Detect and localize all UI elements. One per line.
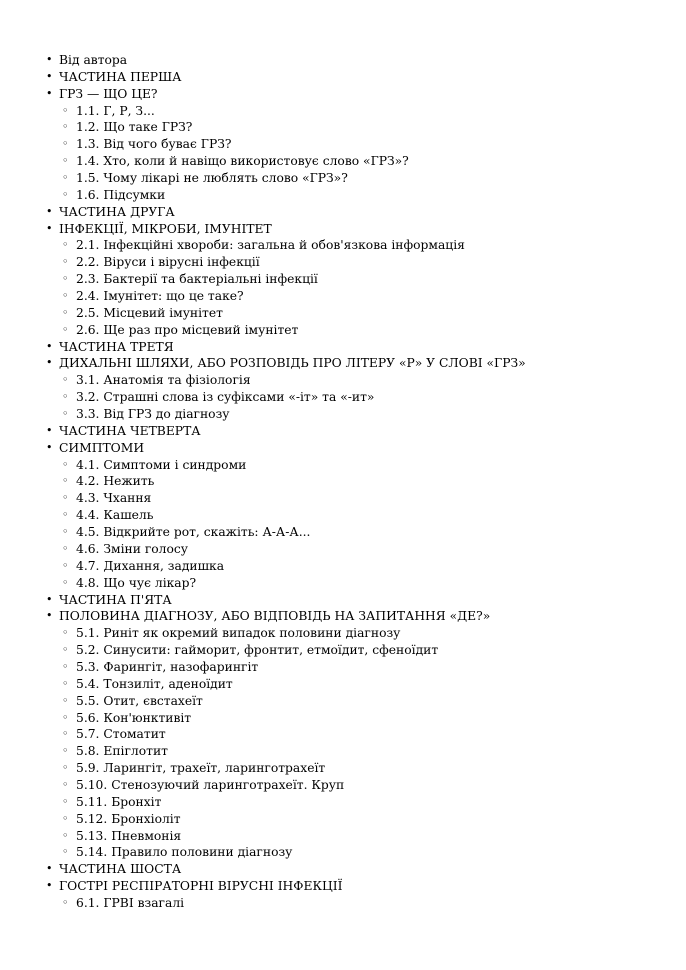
toc-link[interactable]: 5.4. Тонзиліт, аденоїдит	[76, 676, 233, 691]
toc-link[interactable]: ГРЗ — ЩО ЦЕ?	[59, 86, 158, 101]
toc-link[interactable]: 4.2. Нежить	[76, 474, 155, 489]
toc-section-item	[0, 355, 526, 372]
toc-link[interactable]: 2.5. Місцевий імунітет	[76, 305, 223, 320]
toc-link[interactable]: 5.2. Синусити: гайморит, фронтит, етмоїдит, сфеноїдит	[76, 643, 439, 658]
bullet-disc-icon: •	[46, 423, 53, 437]
toc-link[interactable]: 4.3. Чхання	[76, 491, 152, 506]
bullet-circle-icon: ◦	[62, 761, 69, 775]
toc-subsection-item	[0, 659, 526, 676]
toc-subsection-item	[0, 170, 526, 187]
toc-subsection-item	[0, 322, 526, 339]
bullet-disc-icon: •	[46, 879, 53, 893]
toc-link[interactable]: 2.3. Бактерії та бактеріальні інфекції	[76, 272, 318, 287]
bullet-circle-icon: ◦	[62, 693, 69, 707]
toc-link[interactable]: 5.14. Правило половини діагнозу	[76, 845, 293, 860]
toc-link[interactable]: 5.12. Бронхіоліт	[76, 811, 181, 826]
toc-link[interactable]: ПОЛОВИНА ДІАГНОЗУ, АБО ВІДПОВІДЬ НА ЗАПИТАННЯ «ДЕ?»	[59, 609, 491, 624]
bullet-circle-icon: ◦	[62, 187, 69, 201]
bullet-circle-icon: ◦	[62, 120, 69, 134]
toc-section-item	[0, 878, 526, 895]
bullet-circle-icon: ◦	[62, 727, 69, 741]
toc-link[interactable]: 5.6. Кон'юнктивіт	[76, 710, 192, 725]
bullet-disc-icon: •	[46, 53, 53, 66]
bullet-circle-icon: ◦	[62, 525, 69, 539]
bullet-circle-icon: ◦	[62, 289, 69, 303]
toc-section-item	[0, 204, 526, 221]
toc-link[interactable]: Від автора	[59, 53, 128, 67]
bullet-circle-icon: ◦	[62, 744, 69, 758]
toc-section-item	[0, 52, 526, 69]
bullet-circle-icon: ◦	[62, 103, 69, 117]
toc-link[interactable]: 1.1. Г, Р, З...	[76, 103, 155, 118]
toc-subsection-item	[0, 558, 526, 575]
toc-link[interactable]: 5.7. Стоматит	[76, 727, 166, 742]
toc-link[interactable]: 1.4. Хто, коли й навіщо використовує слово «ГРЗ»?	[76, 154, 409, 169]
bullet-circle-icon: ◦	[62, 390, 69, 404]
bullet-circle-icon: ◦	[62, 676, 69, 690]
toc-link[interactable]: ЧАСТИНА ПЕРША	[59, 69, 182, 84]
toc-subsection-item	[0, 524, 526, 541]
bullet-circle-icon: ◦	[62, 828, 69, 842]
toc-link[interactable]: СИМПТОМИ	[59, 440, 145, 455]
toc-link[interactable]: 4.8. Що чує лікар?	[76, 575, 197, 590]
bullet-circle-icon: ◦	[62, 777, 69, 791]
toc-subsection-item	[0, 625, 526, 642]
bullet-disc-icon: •	[46, 86, 53, 100]
toc-section-item	[0, 339, 526, 356]
toc-subsection-item	[0, 726, 526, 743]
toc-link[interactable]: 3.3. Від ГРЗ до діагнозу	[76, 407, 230, 422]
bullet-disc-icon: •	[46, 862, 53, 876]
bullet-circle-icon: ◦	[62, 643, 69, 657]
toc-subsection-item	[0, 844, 526, 861]
toc-subsection-item	[0, 541, 526, 558]
toc-subsection-item	[0, 710, 526, 727]
toc-link[interactable]: 4.6. Зміни голосу	[76, 541, 189, 556]
toc-link[interactable]: 1.6. Підсумки	[76, 187, 166, 202]
toc-subsection-item	[0, 642, 526, 659]
bullet-disc-icon: •	[46, 356, 53, 370]
toc-subsection-item	[0, 103, 526, 120]
toc-link[interactable]: 3.1. Анатомія та фізіологія	[76, 373, 251, 388]
toc-link[interactable]: ЧАСТИНА ДРУГА	[59, 204, 175, 219]
toc-link[interactable]: 2.2. Віруси і вірусні інфекції	[76, 255, 260, 270]
bullet-circle-icon: ◦	[62, 137, 69, 151]
toc-section-item	[0, 592, 526, 609]
toc-subsection-item	[0, 187, 526, 204]
toc-link[interactable]: 5.8. Епіглотит	[76, 744, 168, 759]
toc-subsection-item	[0, 153, 526, 170]
toc-subsection-item	[0, 575, 526, 592]
bullet-circle-icon: ◦	[62, 474, 69, 488]
toc-subsection-item	[0, 743, 526, 760]
toc-subsection-item	[0, 828, 526, 845]
toc-link[interactable]: 2.4. Імунітет: що це таке?	[76, 289, 244, 304]
toc-link[interactable]: 6.1. ГРВІ взагалі	[76, 895, 185, 910]
bullet-circle-icon: ◦	[62, 575, 69, 589]
toc-link[interactable]: 1.5. Чому лікарі не люблять слово «ГРЗ»?	[76, 171, 348, 186]
toc-subsection-item	[0, 254, 526, 271]
toc-subsection-item	[0, 237, 526, 254]
bullet-circle-icon: ◦	[62, 811, 69, 825]
bullet-circle-icon: ◦	[62, 154, 69, 168]
bullet-circle-icon: ◦	[62, 373, 69, 387]
bullet-circle-icon: ◦	[62, 508, 69, 522]
bullet-circle-icon: ◦	[62, 255, 69, 269]
bullet-circle-icon: ◦	[62, 541, 69, 555]
toc-subsection-item	[0, 406, 526, 423]
bullet-circle-icon: ◦	[62, 659, 69, 673]
toc-link[interactable]: 4.5. Відкрийте рот, скажіть: А-А-А...	[76, 525, 311, 540]
bullet-circle-icon: ◦	[62, 845, 69, 859]
toc-link[interactable]: 2.6. Ще раз про місцевий імунітет	[76, 322, 299, 337]
toc-subsection-item	[0, 119, 526, 136]
toc-subsection-item	[0, 507, 526, 524]
toc-subsection-item	[0, 777, 526, 794]
toc-subsection-item	[0, 895, 526, 912]
toc-link[interactable]: 4.7. Дихання, задишка	[76, 558, 225, 573]
toc-subsection-item	[0, 794, 526, 811]
toc-link[interactable]: ГОСТРІ РЕСПІРАТОРНІ ВІРУСНІ ІНФЕКЦІЇ	[59, 879, 343, 894]
bullet-circle-icon: ◦	[62, 305, 69, 319]
toc-link[interactable]: ДИХАЛЬНІ ШЛЯХИ, АБО РОЗПОВІДЬ ПРО ЛІТЕРУ «Р» У СЛОВІ «ГРЗ»	[59, 356, 526, 371]
toc-subsection-item	[0, 305, 526, 322]
bullet-circle-icon: ◦	[62, 491, 69, 505]
toc-subsection-item	[0, 676, 526, 693]
bullet-disc-icon: •	[46, 609, 53, 623]
toc-link[interactable]: 5.13. Пневмонія	[76, 828, 182, 843]
bullet-circle-icon: ◦	[62, 407, 69, 421]
toc-link[interactable]: 4.1. Симптоми і синдроми	[76, 457, 247, 472]
toc-link[interactable]: 5.3. Фарингіт, назофарингіт	[76, 659, 259, 674]
bullet-circle-icon: ◦	[62, 710, 69, 724]
toc-link[interactable]: ІНФЕКЦІЇ, МІКРОБИ, ІМУНІТЕТ	[59, 221, 272, 236]
toc-section-item	[0, 861, 526, 878]
bullet-disc-icon: •	[46, 339, 53, 353]
bullet-disc-icon: •	[46, 592, 53, 606]
toc-section-item	[0, 69, 526, 86]
toc-subsection-item	[0, 389, 526, 406]
toc-section-item	[0, 86, 526, 103]
toc-link[interactable]: ЧАСТИНА ШОСТА	[59, 862, 182, 877]
toc-subsection-item	[0, 693, 526, 710]
toc-section-item	[0, 608, 526, 625]
bullet-circle-icon: ◦	[62, 238, 69, 252]
toc-section-item	[0, 440, 526, 457]
bullet-circle-icon: ◦	[62, 457, 69, 471]
toc-link[interactable]: 1.3. Від чого буває ГРЗ?	[76, 137, 232, 152]
toc-link[interactable]: 4.4. Кашель	[76, 508, 154, 523]
toc-link[interactable]: ЧАСТИНА П'ЯТА	[59, 592, 172, 607]
bullet-disc-icon: •	[46, 221, 53, 235]
toc-link[interactable]: 2.1. Інфекційні хвороби: загальна й обов'язкова інформація	[76, 238, 465, 253]
toc-subsection-item	[0, 136, 526, 153]
bullet-circle-icon: ◦	[62, 171, 69, 185]
toc-section-item	[0, 423, 526, 440]
toc-link[interactable]: 3.2. Страшні слова із суфіксами «-іт» та «-ит»	[76, 390, 375, 405]
toc-subsection-item	[0, 811, 526, 828]
toc-subsection-item	[0, 271, 526, 288]
bullet-circle-icon: ◦	[62, 558, 69, 572]
table-of-contents	[0, 52, 526, 912]
toc-link[interactable]: ЧАСТИНА ЧЕТВЕРТА	[59, 423, 201, 438]
bullet-circle-icon: ◦	[62, 895, 69, 909]
bullet-disc-icon: •	[46, 204, 53, 218]
toc-subsection-item	[0, 372, 526, 389]
bullet-circle-icon: ◦	[62, 272, 69, 286]
bullet-disc-icon: •	[46, 69, 53, 83]
bullet-circle-icon: ◦	[62, 626, 69, 640]
toc-link[interactable]: ЧАСТИНА ТРЕТЯ	[59, 339, 174, 354]
toc-link[interactable]: 5.1. Риніт як окремий випадок половини діагнозу	[76, 626, 401, 641]
toc-link[interactable]: 5.5. Отит, євстахеїт	[76, 693, 203, 708]
toc-link[interactable]: 5.11. Бронхіт	[76, 794, 162, 809]
toc-link[interactable]: 5.9. Ларингіт, трахеїт, ларинготрахеїт	[76, 761, 326, 776]
toc-subsection-item	[0, 457, 526, 474]
toc-subsection-item	[0, 288, 526, 305]
bullet-disc-icon: •	[46, 440, 53, 454]
bullet-circle-icon: ◦	[62, 794, 69, 808]
toc-subsection-item	[0, 760, 526, 777]
toc-section-item	[0, 221, 526, 238]
bullet-circle-icon: ◦	[62, 322, 69, 336]
toc-link[interactable]: 1.2. Що таке ГРЗ?	[76, 120, 193, 135]
toc-subsection-item	[0, 473, 526, 490]
toc-link[interactable]: 5.10. Стенозуючий ларинготрахеїт. Круп	[76, 777, 345, 792]
toc-subsection-item	[0, 490, 526, 507]
